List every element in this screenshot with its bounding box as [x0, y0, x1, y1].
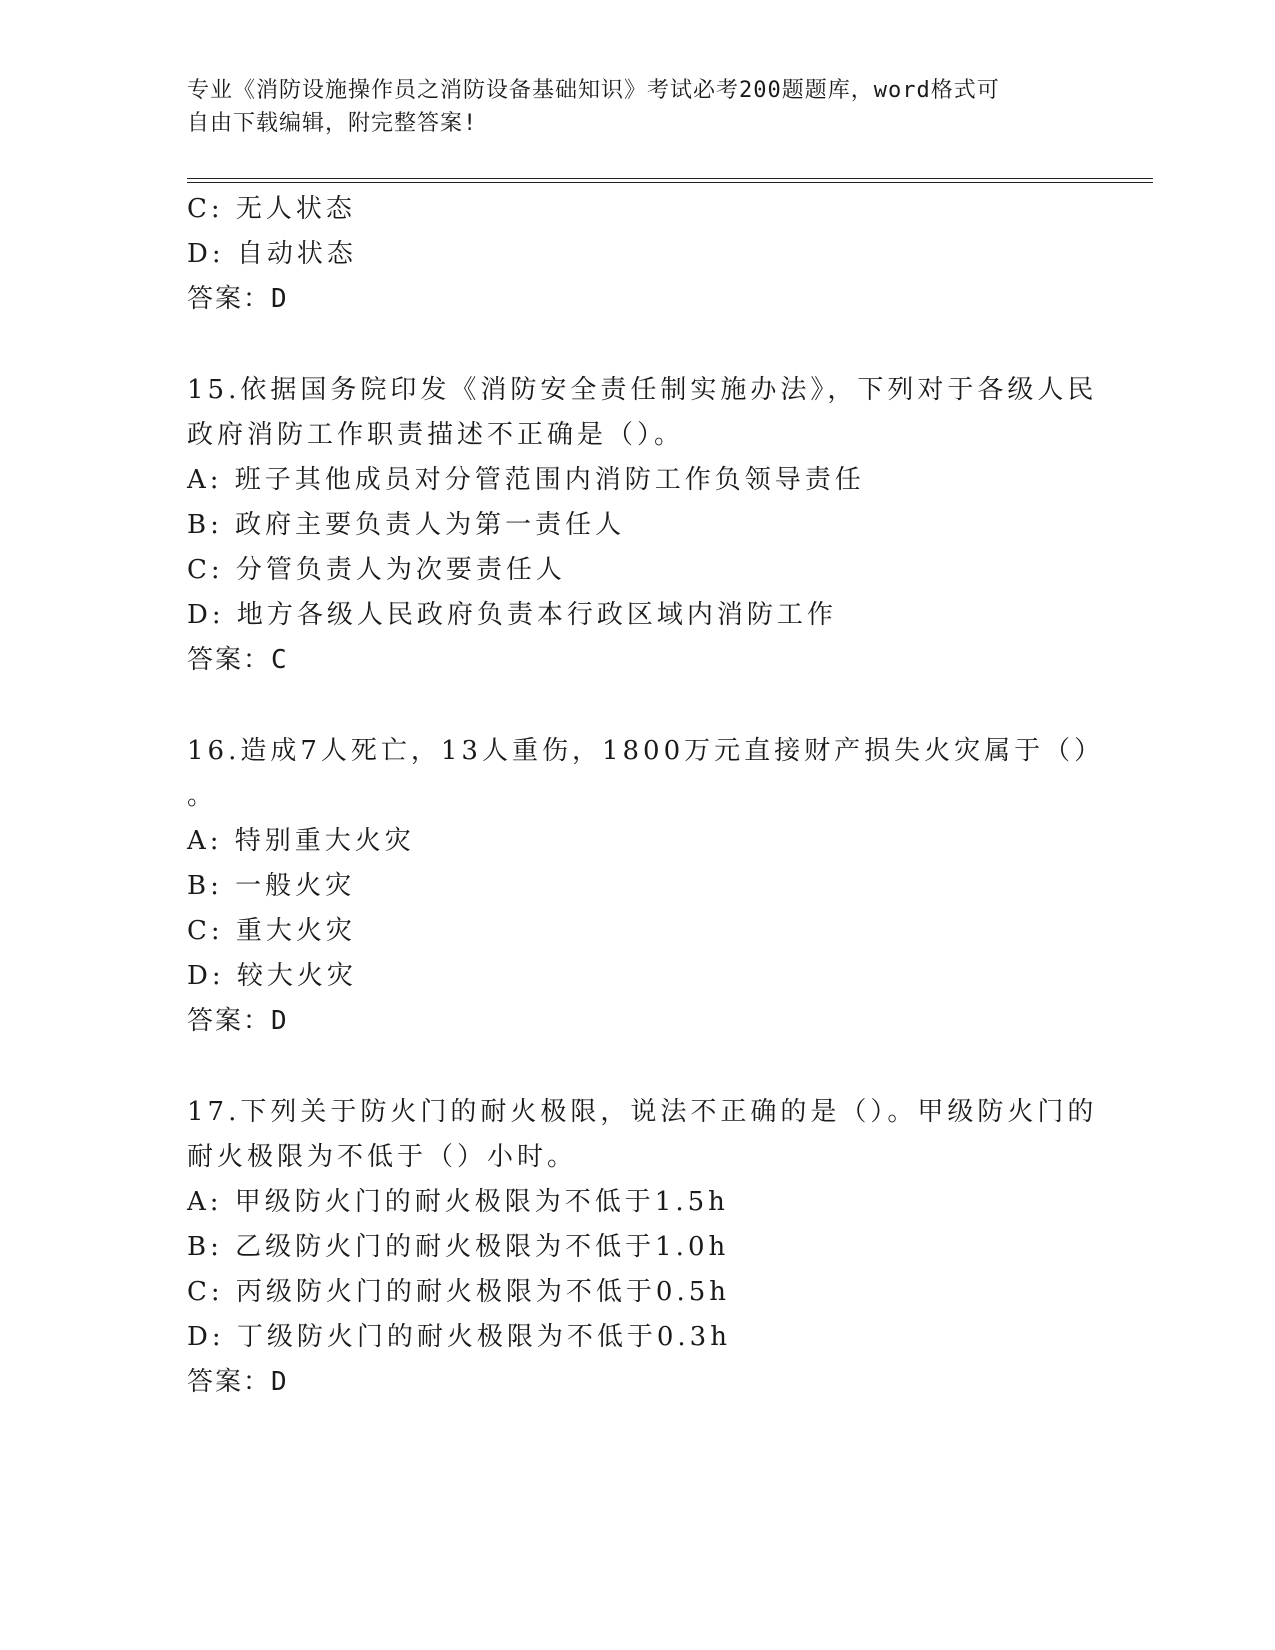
answer-label: 答案：: [187, 1367, 272, 1397]
q16-answer: [187, 1006, 289, 1036]
header-rule-bottom: [187, 182, 1153, 183]
page-header: [187, 74, 1067, 140]
answer-label: 答案：: [187, 284, 272, 314]
header-line-2: 自由下载编辑，附完整答案!: [187, 111, 478, 136]
q17-stem-line-1: 17.下列关于防火门的耐火极限，说法不正确的是（）。甲级防火门的: [187, 1097, 1098, 1127]
q16-stem-line-2: 。: [187, 781, 218, 811]
answer-value: D: [271, 284, 289, 314]
answer-value: C: [271, 645, 289, 675]
q15-answer: [187, 645, 289, 675]
header-line-1: 专业《消防设施操作员之消防设备基础知识》考试必考200题题库，word格式可: [187, 78, 1000, 103]
q14-answer: [187, 284, 289, 314]
q16-option-b: B: 一般火灾: [187, 871, 356, 901]
q15-option-d: D: 地方各级人民政府负责本行政区域内消防工作: [187, 600, 837, 630]
header-rule-top: [187, 178, 1153, 179]
q16-option-c: C: 重大火灾: [187, 916, 356, 946]
answer-label: 答案：: [187, 645, 272, 675]
q17-option-c: C: 丙级防火门的耐火极限为不低于0.5h: [187, 1277, 731, 1307]
q14-option-d: D: 自动状态: [187, 239, 357, 269]
q15-stem-line-2: 政府消防工作职责描述不正确是（）。: [187, 420, 685, 450]
q17-stem-line-2: 耐火极限为不低于（）小时。: [187, 1142, 578, 1172]
q16-option-d: D: 较大火灾: [187, 961, 357, 991]
q16-stem-line-1: 16.造成7人死亡，13人重伤，1800万元直接财产损失火灾属于（）: [187, 736, 1105, 766]
answer-value: D: [271, 1367, 289, 1397]
q17-option-b: B: 乙级防火门的耐火极限为不低于1.0h: [187, 1232, 730, 1262]
q15-stem-line-1: 15.依据国务院印发《消防安全责任制实施办法》，下列对于各级人民: [187, 375, 1098, 405]
q17-option-a: A: 甲级防火门的耐火极限为不低于1.5h: [187, 1187, 729, 1217]
answer-label: 答案：: [187, 1006, 272, 1036]
q14-option-c: C: 无人状态: [187, 194, 356, 224]
q15-option-c: C: 分管负责人为次要责任人: [187, 555, 566, 585]
q16-option-a: A: 特别重大火灾: [187, 826, 415, 856]
q15-option-b: B: 政府主要负责人为第一责任人: [187, 510, 626, 540]
q15-option-a: A: 班子其他成员对分管范围内消防工作负领导责任: [187, 465, 865, 495]
answer-value: D: [271, 1006, 289, 1036]
q17-answer: [187, 1367, 289, 1397]
q17-option-d: D: 丁级防火门的耐火极限为不低于0.3h: [187, 1322, 731, 1352]
